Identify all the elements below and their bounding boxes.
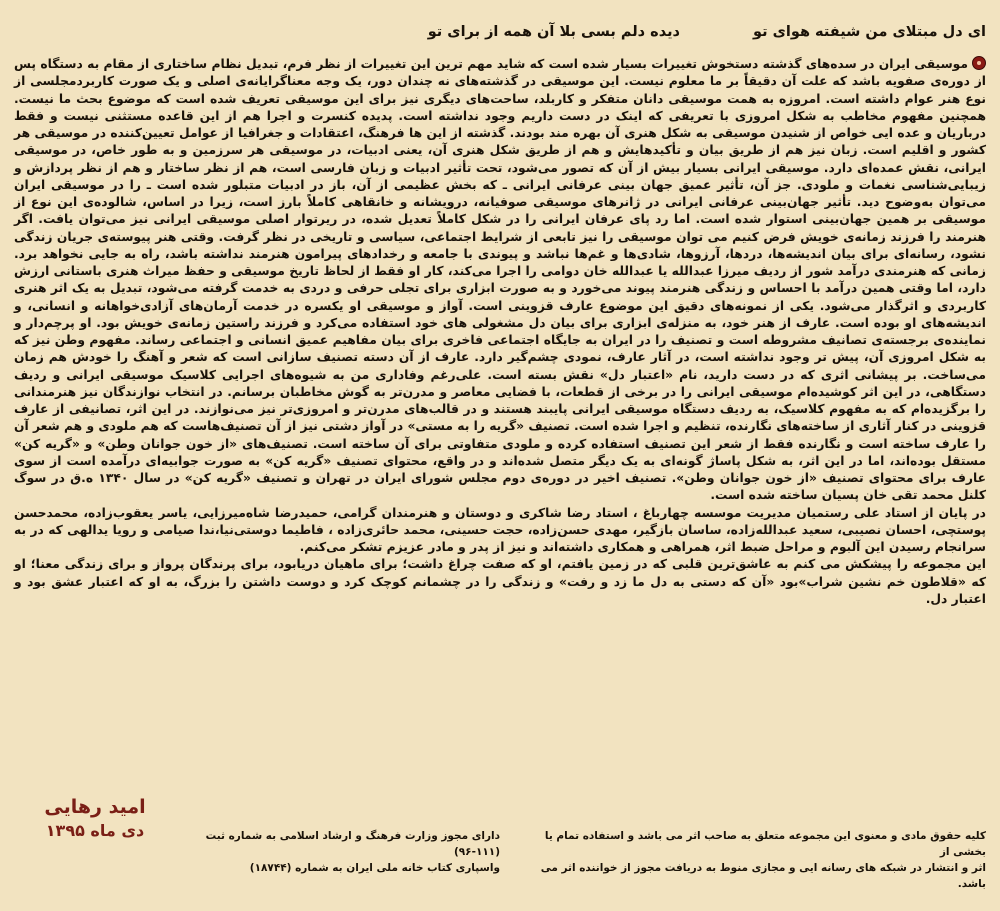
bullet-icon [972, 56, 986, 70]
dedication-paragraph: این مجموعه را پیشکش می کنم به عاشق‌ترین قلبی که در زمین یافتم، او که صفت چراغ داشت؛ برای ماهیان دریابود، برای پرندگان پرواز و برای زندگی معنا؛ او که «قلاطون خم نشین شراب»بود «آن که دستی به دل ما زد و رفت» و زندگی را در چشمانم کوچک کرد و دوست داشتن را بزرگ، به او که اعتبار عشق بود و اعتبار دل. [14, 557, 986, 606]
signature-date: دی ماه ۱۳۹۵ [45, 821, 145, 840]
acknowledgements-paragraph: در پایان از استاد علی رستمیان مدیریت موسسه چهارباغ ، استاد رضا شاکری و دوستان و هنرمندان گرامی، حمیدرضا شاه‌میرزایی، یاسر یعقوب‌زاده، محمدحسن پوستچی، احسان نصیبی، سعید عبدالله‌زاده، ساسان بازگیر، مهدی حسن‌زاده، حجت حسینی، محمد حائری‌زاده ، فاطیما دوستی‌نیا،ندا صیامی و رویا یدالهی که در به سرانجام رسیدن این آلبوم و مراحل ضبط اثر، همراهی و همکاری داشته‌اند و نیز از پدر و مادر عزیزم تشکر می‌کنم. [14, 505, 986, 554]
copyright-line-1: کلیه حقوق مادی و معنوی این مجموعه متعلق به صاحب اثر می باشد و استفاده تمام یا بخشی از [544, 830, 986, 858]
body-text [14, 56, 986, 608]
copyright-line-2: اثر و انتشار در شبکه های رسانه ایی و مجازی منوط به دریافت مجوز از خواننده اثر می باشد. [540, 862, 986, 890]
copyright-notice [536, 828, 986, 892]
permit-line-1: دارای مجوز وزارت فرهنگ و ارشاد اسلامی به شماره ثبت (۱۱۱-۹۶) [205, 830, 500, 858]
signature [30, 794, 160, 842]
poem-verse [0, 22, 1000, 50]
author-name: امید رهایی [44, 796, 146, 818]
intro-paragraph-text: موسیقی ایران در سده‌های گذشته دستخوش تغییرات بسیار شده است که شاید مهم ترین این تغییرات از نظر فرم، تبدیل نظام ساختاری از مقام به دستگاه پس از دوره‌ی صفویه باشد که علت آن دقیقاً بر ما معلوم نیست. این موسیقی در گذشته‌های نه چندان دور، یک وجه معناگرایانه‌ی اصلی و یک صورت کاربردمجلسی از نوع هنر عوام داشته است. امروزه به همت موسیقی دانان متفکر و کاربلد، ساحت‌های دیگری نیز برای این موسیقی تعریف شده است که موضوع بحث ما نیست. همچنین مفهوم مخاطب به شکل امروزی با تعریفی که اینک در دست داریم وجود نداشته است. پدیده کنسرت و اجرا هم از این قاعده مستثنی نیست و فقط درباریان و عده ایی خواص از شنیدن موسیقی به شکل هنری آن بهره مند بودند. گذشته از این ها فرهنگ، اعتقادات و جغرافیا از عوامل تعیین‌کننده در موسیقی هر کشور و اقلیم است. زبان نیز هم از طریق بیان و تأکیدهایش و هم از طریق شکل هنری آن، یعنی ادبیات، در موسیقی هر سرزمین و به طور خاص، در موسیقی ایرانی، نقش عمده‌ای دارد. موسیقی ایرانی بسیار بیش از آن که تصور می‌شود، تحت تأثیر ادبیات و زبان فارسی است، هم از نظر ساختار و هم از نظر پردازش و زیبایی‌شناسی نغمات و ملودی. جز آن، تأثیر عمیق جهان بینی عرفانی ایرانی ـ که بخش عظیمی از آن، باز در ادبیات متبلور شده است ـ را در موسیقی ایران می‌توان به‌وضوح دید. تأثیر جهان‌بینی عرفانی ایرانی در ژانرهای موسیقی صوفیانه، درویشانه و خانقاهی کاملاً بارز است، زیرا در اساس، شالوده‌ی این نوع از موسیقی بر همین جهان‌بینی استوار شده است. اما رد پای عرفان ایرانی را در شکل کاملاً تعدیل شده، در ریرتوار اصلی موسیقی ایرانی نیز می‌توان یافت. اگر هنرمند را فرزند زمانه‌ی خویش فرض کنیم می توان موسیقی را نیز تابعی از شرایط اجتماعی، سیاسی و تاریخی در نظر گرفت. وقتی هنر پیوسته‌ی جریان زندگی نشود، رسانه‌ای برای بیان اندیشه‌ها، دردها، آرزوها، شادی‌ها و غم‌ها نباشد و پیوندی با جامعه و رخدادهای پیرامون هنرمند نداشته باشد، راه به جایی نخواهد برد. زمانی که هنرمندی درآمد شور از ردیف میرزا عبدالله یا عبدالله خان دوامی را اجرا می‌کند، کار او فقط از لحاظ تاریخ موسیقی و حفظ میراث هنری باستانی ارزش دارد، اما وقتی همین درآمد با احساس و زندگی هنرمند پیوند می‌خورد و به صورت ابزاری برای تجلی حرفی و دردی به خدمت گرفته می‌شود، تبدیل به یک اثر هنری کاربردی و اثرگذار می‌شود. یکی از نمونه‌های دقیق این موضوع عارف قزوینی است. آواز و موسیقی او یکسره در خدمت آرمان‌های آزادی‌خواهانه و انسانی، و اندیشه‌های او بوده است. عارف از هنر خود، به منزله‌ی ابزاری برای بیان دل مشغولی های خود استفاده می‌کرد و فرزند راستین زمانه‌ی خویش بود. او پرچم‌دار و نماینده‌ی برجسته‌ی تصانیف مشروطه است و تصنیف را در ایران به جایگاه اجتماعی فاخری برای بیان مفاهیم عمیق انسانی و اجتماعی رساند. مفهوم وطن نیز که به شکل امروزی آن، پیش تر وجود نداشته است، در آثار عارف، نمودی چشم‌گیر دارد. عارف از آن دسته تصنیف سازانی است که شعر و آهنگ را خودش هم زمان می‌ساخت. بر پیشانی اثری که در دست دارید، نام «اعتبار دل» نقش بسته است. علی‌رغم وفاداری من به شیوه‌های اجرایی کلاسیک موسیقی ایرانی و ردیف دستگاهی، در این اثر کوشیده‌ام موسیقی ایرانی را در برخی از قطعات، با فضایی معاصر و مدرن‌تر به گوش مخاطبان برسانم. در انتخاب نوازندگان نیز هنرمندانی را برگزیده‌ام که به مفهوم کلاسیک، به ردیف دستگاه موسیقی ایرانی پایبند هستند و در قالب‌های مدرن‌تر و امروزی‌تر نیز می‌نوازند. در این اثر، تصانیفی از عارف قزوینی در کنار آثاری از ساخته‌های نگارنده، تنظیم و اجرا شده است. تصنیف «گریه را به مستی» در آواز دشتی نیز از آن تصنیف‌هاست که هم ملودی و هم شعر آن را عارف ساخته است و نگارنده فقط از شعر این تصنیف استفاده کرده و ملودی متفاوتی برای آن ساخته است. تصنیف‌های «از خون جوانان وطن» و «گریه کن» مستقل بوده‌اند، اما در این اثر، به شکل پاساژ گونه‌ای به یک دیگر متصل شده‌اند و در واقع، محتوای تصنیف «گریه کن» به صورت جوابیه‌ای درآمده است از سوی عارف برای محتوای تصنیف «از خون جوانان وطن». تصنیف اخیر در دوره‌ی دوم مجلس شورای ایران در تهران و تصنیف «گریه کن» در سال ۱۳۴۰ ه.ق در سوگ کلنل محمد تقی خان پسیان ساخته شده است. [14, 57, 986, 503]
poem-hemistich-2: دیده دلم بسی بلا آن همه از برای تو [427, 24, 680, 40]
poem-hemistich-1: ای دل مبتلای من شیفته هوای تو [753, 24, 986, 40]
permit-notice [170, 828, 500, 876]
intro-paragraph [14, 56, 986, 505]
permit-line-2: واسپاری کتاب خانه ملی ایران به شماره (۱۸۷۴۴) [249, 862, 500, 874]
